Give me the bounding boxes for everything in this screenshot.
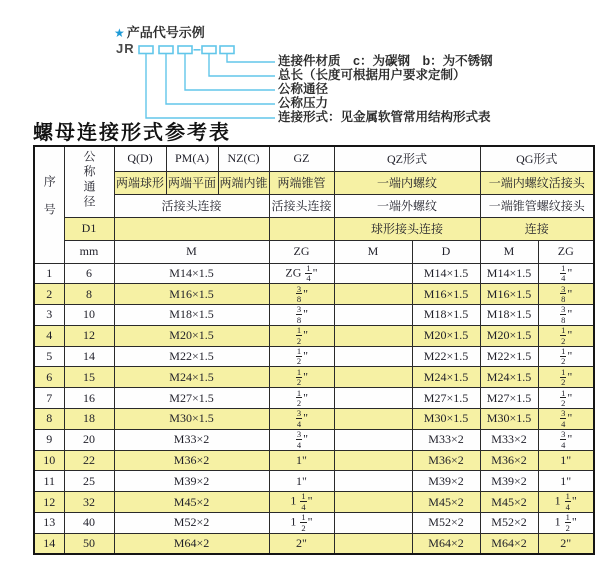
cell-qz_m bbox=[334, 429, 412, 450]
header-col-qg: QG形式 bbox=[480, 146, 594, 171]
cell-m: M36×2 bbox=[114, 450, 269, 471]
cell-qg_m: M64×2 bbox=[480, 533, 538, 554]
cell-qg_zg: $\frac{1}{2}$ " bbox=[538, 388, 594, 409]
cell-qz_m bbox=[334, 325, 412, 346]
cell-qg_zg: $\frac{3}{4}$ " bbox=[538, 429, 594, 450]
header-d1: D1 bbox=[64, 217, 114, 240]
table-row bbox=[34, 263, 594, 284]
table-row bbox=[34, 533, 594, 554]
cell-qg_m: M36×2 bbox=[480, 450, 538, 471]
table-row bbox=[34, 388, 594, 409]
cell-zg: $\frac{3}{4}$ " bbox=[269, 429, 334, 450]
header-pm-desc: 两端平面 bbox=[166, 171, 218, 194]
cell-dn: 16 bbox=[64, 388, 114, 409]
cell-dn: 15 bbox=[64, 367, 114, 388]
header-col-pm: PM(A) bbox=[166, 146, 218, 171]
header-dn bbox=[64, 146, 114, 217]
header-row-5 bbox=[34, 240, 594, 263]
table-row bbox=[34, 429, 594, 450]
cell-zg: $\frac{3}{4}$ " bbox=[269, 409, 334, 430]
cell-m: M64×2 bbox=[114, 533, 269, 554]
code-label-conn-form: 连接形式：见金属软管常用结构形式表 bbox=[278, 110, 491, 124]
table-row bbox=[34, 471, 594, 492]
table-row bbox=[34, 284, 594, 305]
table-row bbox=[34, 450, 594, 471]
cell-qg_m: M30×1.5 bbox=[480, 409, 538, 430]
leader-line bbox=[227, 54, 275, 62]
header-gz-conn: 活接头连接 bbox=[269, 194, 334, 217]
cell-m: M16×1.5 bbox=[114, 284, 269, 305]
cell-qg_m: M22×1.5 bbox=[480, 346, 538, 367]
cell-qg_zg: $\frac{1}{2}$ " bbox=[538, 367, 594, 388]
cell-qz_d: M64×2 bbox=[412, 533, 480, 554]
table-row bbox=[34, 409, 594, 430]
reference-table bbox=[33, 145, 595, 555]
header-qz-conn: 球形接头连接 bbox=[334, 217, 480, 240]
header-qg-desc2: 一端锥管螺纹接头 bbox=[480, 194, 594, 217]
code-label-diameter: 公称通径 bbox=[278, 82, 329, 96]
cell-qg_m: M45×2 bbox=[480, 492, 538, 513]
cell-qg_zg: $\frac{1}{2}$ " bbox=[538, 325, 594, 346]
cell-qg_zg: 2" bbox=[538, 533, 594, 554]
cell-qg_zg: 1" bbox=[538, 471, 594, 492]
cell-qg_m: M33×2 bbox=[480, 429, 538, 450]
cell-dn: 25 bbox=[64, 471, 114, 492]
header-qg-desc1: 一端内螺纹活接头 bbox=[480, 171, 594, 194]
header-row-4 bbox=[34, 217, 594, 240]
cell-seq: 9 bbox=[34, 429, 64, 450]
header-qz-desc1: 一端内螺纹 bbox=[334, 171, 480, 194]
header-nz-desc: 两端内锥 bbox=[218, 171, 269, 194]
cell-zg: 1" bbox=[269, 471, 334, 492]
header-qg-conn: 连接 bbox=[480, 217, 594, 240]
code-box bbox=[159, 46, 173, 54]
cell-seq: 3 bbox=[34, 305, 64, 326]
header-qg-m: M bbox=[480, 240, 538, 263]
cell-qz_m bbox=[334, 513, 412, 534]
cell-qz_m bbox=[334, 492, 412, 513]
table-row bbox=[34, 305, 594, 326]
cell-qz_m bbox=[334, 305, 412, 326]
cell-dn: 10 bbox=[64, 305, 114, 326]
cell-seq: 2 bbox=[34, 284, 64, 305]
cell-qz_d: M20×1.5 bbox=[412, 325, 480, 346]
cell-seq: 8 bbox=[34, 409, 64, 430]
cell-qg_m: M16×1.5 bbox=[480, 284, 538, 305]
header-row-3 bbox=[34, 194, 594, 217]
header-qg-zg: ZG bbox=[538, 240, 594, 263]
cell-m: M14×1.5 bbox=[114, 263, 269, 284]
header-m: M bbox=[114, 240, 269, 263]
cell-qz_m bbox=[334, 533, 412, 554]
cell-zg: $\frac{1}{2}$ " bbox=[269, 388, 334, 409]
cell-qz_m bbox=[334, 409, 412, 430]
cell-qz_d: M36×2 bbox=[412, 450, 480, 471]
cell-qz_d: M52×2 bbox=[412, 513, 480, 534]
cell-qg_m: M27×1.5 bbox=[480, 388, 538, 409]
cell-dn: 18 bbox=[64, 409, 114, 430]
cell-qz_m bbox=[334, 284, 412, 305]
cell-m: M52×2 bbox=[114, 513, 269, 534]
cell-zg: ZG $\frac{1}{4}$ " bbox=[269, 263, 334, 284]
code-box bbox=[139, 46, 153, 54]
cell-qg_zg: 1" bbox=[538, 450, 594, 471]
table-row bbox=[34, 367, 594, 388]
header-empty-union bbox=[114, 217, 269, 240]
header-row-2 bbox=[34, 171, 594, 194]
leader-line bbox=[209, 54, 275, 76]
cell-qg_zg: 1 $\frac{1}{2}$ " bbox=[538, 513, 594, 534]
cell-qg_zg: $\frac{1}{4}$ " bbox=[538, 263, 594, 284]
cell-zg: $\frac{1}{2}$ " bbox=[269, 325, 334, 346]
header-row-1 bbox=[34, 146, 594, 171]
cell-dn: 20 bbox=[64, 429, 114, 450]
header-zg: ZG bbox=[269, 240, 334, 263]
cell-dn: 40 bbox=[64, 513, 114, 534]
cell-dn: 8 bbox=[64, 284, 114, 305]
header-empty-gz bbox=[269, 217, 334, 240]
cell-zg: $\frac{1}{2}$ " bbox=[269, 367, 334, 388]
table-body bbox=[34, 263, 594, 554]
header-dn-label: 公称通径 bbox=[82, 149, 96, 210]
header-col-gz: GZ bbox=[269, 146, 334, 171]
diagram-title bbox=[114, 22, 205, 41]
cell-seq: 11 bbox=[34, 471, 64, 492]
cell-qz_m bbox=[334, 367, 412, 388]
cell-qg_zg: $\frac{3}{8}$ " bbox=[538, 284, 594, 305]
cell-qg_m: M24×1.5 bbox=[480, 367, 538, 388]
cell-seq: 7 bbox=[34, 388, 64, 409]
cell-qz_d: M27×1.5 bbox=[412, 388, 480, 409]
star-icon: ★ bbox=[114, 26, 125, 40]
cell-seq: 1 bbox=[34, 263, 64, 284]
cell-qz_d: M33×2 bbox=[412, 429, 480, 450]
cell-qz_d: M16×1.5 bbox=[412, 284, 480, 305]
cell-dn: 12 bbox=[64, 325, 114, 346]
table-row bbox=[34, 346, 594, 367]
code-label-pressure: 公称压力 bbox=[278, 96, 329, 110]
code-prefix: JR bbox=[116, 41, 135, 56]
cell-m: M20×1.5 bbox=[114, 325, 269, 346]
cell-qg_zg: $\frac{1}{2}$ " bbox=[538, 346, 594, 367]
leader-line bbox=[185, 54, 275, 90]
cell-qg_m: M39×2 bbox=[480, 471, 538, 492]
cell-zg: $\frac{1}{2}$ " bbox=[269, 346, 334, 367]
code-label-material: 连接件材质 c：为碳钢 b：为不锈钢 bbox=[278, 54, 493, 68]
table-header bbox=[34, 146, 594, 263]
table-row bbox=[34, 513, 594, 534]
cell-qg_zg: $\frac{3}{8}$ " bbox=[538, 305, 594, 326]
header-mm: mm bbox=[64, 240, 114, 263]
header-union-conn: 活接头连接 bbox=[114, 194, 269, 217]
cell-qz_d: M39×2 bbox=[412, 471, 480, 492]
cell-m: M18×1.5 bbox=[114, 305, 269, 326]
code-box bbox=[202, 46, 216, 54]
cell-dn: 22 bbox=[64, 450, 114, 471]
cell-qz_d: M22×1.5 bbox=[412, 346, 480, 367]
cell-m: M22×1.5 bbox=[114, 346, 269, 367]
cell-dn: 6 bbox=[64, 263, 114, 284]
code-label-length: 总长（长度可根据用户要求定制） bbox=[278, 68, 466, 82]
cell-zg: $\frac{3}{8}$ " bbox=[269, 305, 334, 326]
table-row bbox=[34, 492, 594, 513]
cell-m: M30×1.5 bbox=[114, 409, 269, 430]
header-col-q: Q(D) bbox=[114, 146, 166, 171]
cell-dn: 14 bbox=[64, 346, 114, 367]
header-qz-desc2: 一端外螺纹 bbox=[334, 194, 480, 217]
header-seq bbox=[34, 146, 64, 263]
cell-seq: 13 bbox=[34, 513, 64, 534]
diagram-title-text: 产品代号示例 bbox=[126, 25, 205, 40]
header-qz-d: D bbox=[412, 240, 480, 263]
header-gz-desc: 两端锥管 bbox=[269, 171, 334, 194]
cell-zg: 1 $\frac{1}{4}$ " bbox=[269, 492, 334, 513]
header-qz-m: M bbox=[334, 240, 412, 263]
cell-qz_d: M18×1.5 bbox=[412, 305, 480, 326]
cell-zg: 1" bbox=[269, 450, 334, 471]
table-title: 螺母连接形式参考表 bbox=[33, 120, 231, 144]
header-seq-label: 序号 bbox=[42, 174, 57, 231]
cell-m: M27×1.5 bbox=[114, 388, 269, 409]
cell-qg_zg: $\frac{3}{4}$ " bbox=[538, 409, 594, 430]
cell-qz_m bbox=[334, 346, 412, 367]
code-box bbox=[220, 46, 234, 54]
cell-qz_d: M14×1.5 bbox=[412, 263, 480, 284]
cell-zg: $\frac{3}{8}$ " bbox=[269, 284, 334, 305]
cell-seq: 5 bbox=[34, 346, 64, 367]
cell-qz_d: M30×1.5 bbox=[412, 409, 480, 430]
cell-qz_m bbox=[334, 471, 412, 492]
cell-zg: 2" bbox=[269, 533, 334, 554]
cell-seq: 6 bbox=[34, 367, 64, 388]
cell-m: M24×1.5 bbox=[114, 367, 269, 388]
cell-qz_m bbox=[334, 263, 412, 284]
cell-qz_d: M45×2 bbox=[412, 492, 480, 513]
cell-m: M45×2 bbox=[114, 492, 269, 513]
cell-dn: 32 bbox=[64, 492, 114, 513]
cell-seq: 4 bbox=[34, 325, 64, 346]
cell-qg_m: M52×2 bbox=[480, 513, 538, 534]
cell-seq: 14 bbox=[34, 533, 64, 554]
table-row bbox=[34, 325, 594, 346]
cell-qz_d: M24×1.5 bbox=[412, 367, 480, 388]
header-col-nz: NZ(C) bbox=[218, 146, 269, 171]
header-q-desc: 两端球形 bbox=[114, 171, 166, 194]
cell-qg_zg: 1 $\frac{1}{4}$ " bbox=[538, 492, 594, 513]
cell-m: M39×2 bbox=[114, 471, 269, 492]
cell-qz_m bbox=[334, 388, 412, 409]
cell-qg_m: M14×1.5 bbox=[480, 263, 538, 284]
cell-seq: 12 bbox=[34, 492, 64, 513]
cell-m: M33×2 bbox=[114, 429, 269, 450]
cell-dn: 50 bbox=[64, 533, 114, 554]
cell-zg: 1 $\frac{1}{2}$ " bbox=[269, 513, 334, 534]
header-col-qz: QZ形式 bbox=[334, 146, 480, 171]
cell-qg_m: M20×1.5 bbox=[480, 325, 538, 346]
code-box bbox=[178, 46, 192, 54]
cell-qz_m bbox=[334, 450, 412, 471]
cell-seq: 10 bbox=[34, 450, 64, 471]
cell-qg_m: M18×1.5 bbox=[480, 305, 538, 326]
